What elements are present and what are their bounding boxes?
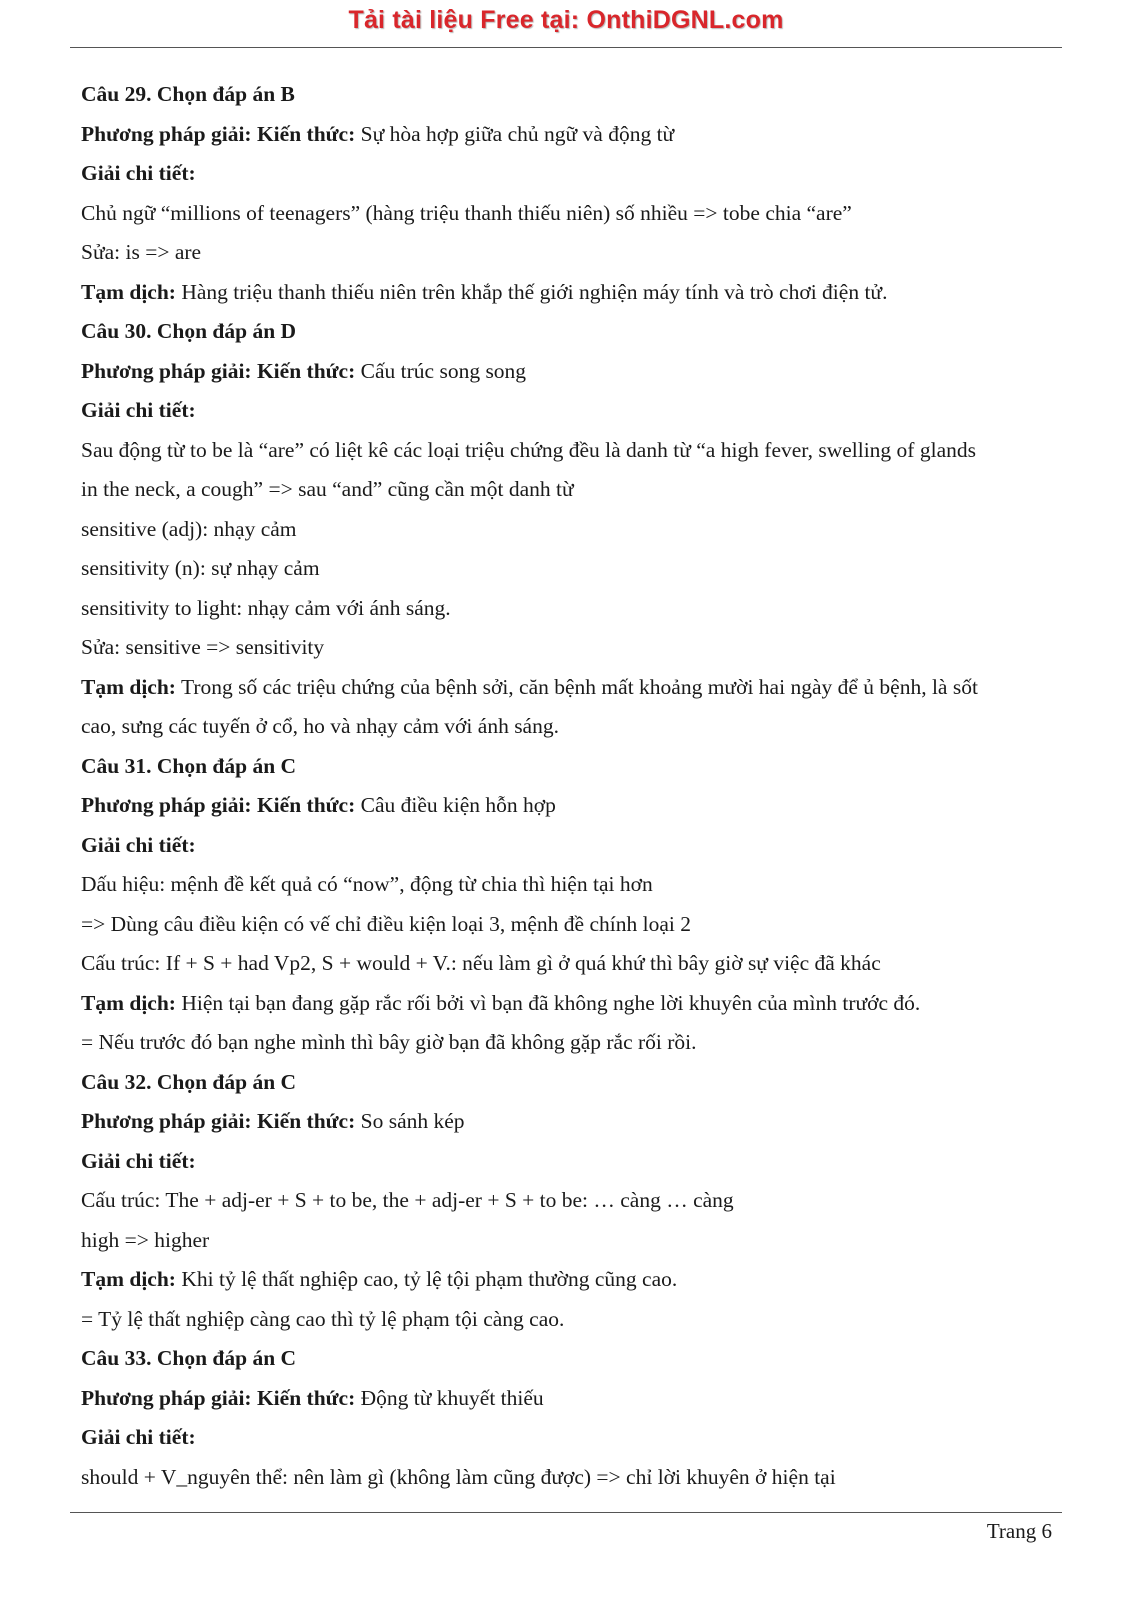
- body-text-line: Sau động từ to be là “are” có liệt kê các loại triệu chứng đều là danh từ “a high fever, swelling of glands: [81, 437, 976, 462]
- download-banner[interactable]: Tải tài liệu Free tại: OnthiDGNL.com: [348, 6, 784, 34]
- translation-text: Trong số các triệu chứng của bệnh sởi, căn bệnh mất khoảng mười hai ngày để ủ bệnh, là sốt: [175, 674, 978, 699]
- question-heading: Câu 29. Chọn đáp án B: [81, 82, 295, 106]
- explanation-heading: Giải chi tiết:: [81, 1425, 196, 1449]
- body-text-line: Sửa: sensitive => sensitivity: [81, 635, 325, 659]
- body-text-line: Sửa: is => are: [81, 240, 202, 264]
- header-divider: [70, 47, 1062, 48]
- translation-line: [81, 984, 1059, 1024]
- body-text-line: sensitivity (n): sự nhạy cảm: [81, 556, 320, 580]
- method-label: Phương pháp giải: Kiến thức:: [81, 793, 356, 817]
- question-heading: Câu 32. Chọn đáp án C: [81, 1069, 297, 1094]
- method-text: Cấu trúc song song: [355, 358, 527, 383]
- method-text: Câu điều kiện hỗn hợp: [355, 793, 556, 817]
- method-label: Phương pháp giải: Kiến thức:: [81, 121, 356, 146]
- body-text-line: sensitive (adj): nhạy cảm: [81, 516, 297, 541]
- page-number: Trang 6: [986, 1519, 1052, 1543]
- explanation-heading: Giải chi tiết:: [81, 398, 196, 422]
- body-text-line: Chủ ngữ “millions of teenagers” (hàng triệu thanh thiếu niên) số nhiều => tobe chia “are”: [81, 200, 852, 225]
- body-text-line: in the neck, a cough” => sau “and” cũng cần một danh từ: [81, 477, 574, 501]
- translation-text: Hàng triệu thanh thiếu niên trên khắp thế giới nghiện máy tính và trò chơi điện tử.: [175, 279, 888, 304]
- translation-text: Hiện tại bạn đang gặp rắc rối bởi vì bạn đã không nghe lời khuyên của mình trước đó.: [175, 990, 921, 1015]
- body-text-line: => Dùng câu điều kiện có vế chỉ điều kiện loại 3, mệnh đề chính loại 2: [81, 911, 691, 936]
- translation-line: [81, 1260, 1059, 1300]
- body-text-line: high => higher: [81, 1227, 210, 1252]
- body-text-line: sensitivity to light: nhạy cảm với ánh sáng.: [81, 595, 451, 620]
- explanation-heading: Giải chi tiết:: [81, 161, 196, 185]
- method-label: Phương pháp giải: Kiến thức:: [81, 1109, 356, 1133]
- translation-text: Khi tỷ lệ thất nghiệp cao, tỷ lệ tội phạm thường cũng cao.: [175, 1267, 678, 1291]
- method-label: Phương pháp giải: Kiến thức:: [81, 358, 356, 383]
- question-heading: Câu 31. Chọn đáp án C: [81, 753, 297, 778]
- translation-label: Tạm dịch:: [81, 279, 176, 304]
- question-heading: Câu 30. Chọn đáp án D: [81, 319, 297, 343]
- method-label: Phương pháp giải: Kiến thức:: [81, 1385, 356, 1410]
- method-text: So sánh kép: [355, 1109, 465, 1133]
- explanation-heading: Giải chi tiết:: [81, 832, 196, 857]
- method-line: [81, 115, 1059, 155]
- method-line: [81, 1379, 1059, 1419]
- method-text: Động từ khuyết thiếu: [355, 1385, 544, 1410]
- method-line: [81, 352, 1059, 392]
- body-text-line: Cấu trúc: The + adj-er + S + to be, the + adj-er + S + to be: … càng … càng: [81, 1188, 734, 1212]
- explanation-heading: Giải chi tiết:: [81, 1148, 196, 1173]
- document-body: [81, 75, 1059, 1497]
- translation-line: [81, 668, 1059, 708]
- body-text-line: = Nếu trước đó bạn nghe mình thì bây giờ bạn đã không gặp rắc rối rồi.: [81, 1030, 697, 1054]
- translation-label: Tạm dịch:: [81, 1267, 176, 1291]
- body-text-line: should + V_nguyên thể: nên làm gì (không làm cũng được) => chỉ lời khuyên ở hiện tại: [81, 1464, 836, 1489]
- body-text-line: cao, sưng các tuyến ở cổ, ho và nhạy cảm với ánh sáng.: [81, 714, 559, 738]
- method-line: [81, 786, 1059, 826]
- translation-label: Tạm dịch:: [81, 990, 176, 1015]
- body-text-line: = Tỷ lệ thất nghiệp càng cao thì tỷ lệ phạm tội càng cao.: [81, 1306, 565, 1331]
- translation-line: [81, 273, 1059, 313]
- translation-label: Tạm dịch:: [81, 674, 176, 699]
- method-text: Sự hòa hợp giữa chủ ngữ và động từ: [355, 121, 675, 146]
- method-line: [81, 1102, 1059, 1142]
- body-text-line: Cấu trúc: If + S + had Vp2, S + would + V.: nếu làm gì ở quá khứ thì bây giờ sự việc đã khác: [81, 951, 881, 975]
- question-heading: Câu 33. Chọn đáp án C: [81, 1346, 297, 1370]
- body-text-line: Dấu hiệu: mệnh đề kết quả có “now”, động từ chia thì hiện tại hơn: [81, 872, 653, 896]
- footer-divider: [70, 1512, 1062, 1513]
